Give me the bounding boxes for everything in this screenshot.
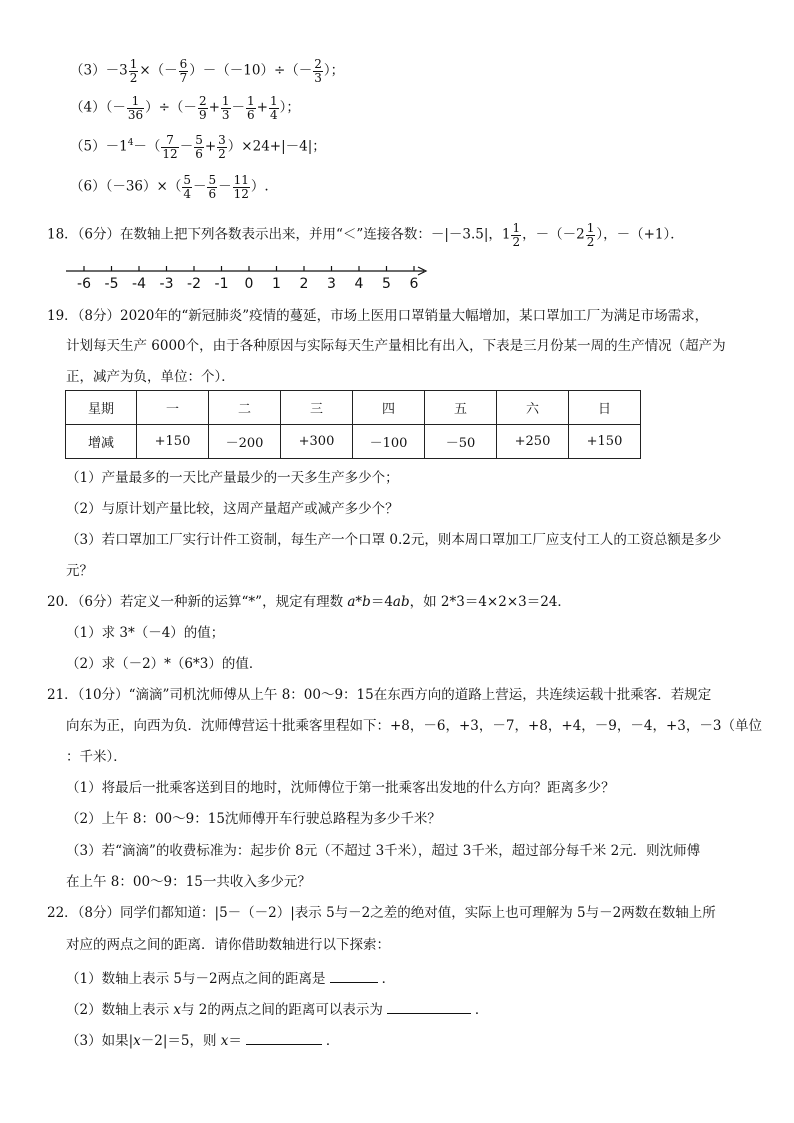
q19-sub2: （2）与原计划产量比较，这周产量超产或减产多少个？ bbox=[66, 501, 399, 517]
q20-sub2: （2）求（－2）*（6*3）的值． bbox=[66, 656, 263, 672]
table-cell: 三 bbox=[281, 391, 353, 425]
q22-line2: 对应的两点之间的距离．请你借助数轴进行以下探索： bbox=[66, 937, 390, 953]
number-line-label: -3 bbox=[159, 276, 174, 292]
table-row bbox=[66, 425, 641, 459]
number-line-label: -5 bbox=[104, 276, 119, 292]
table-cell: +150 bbox=[137, 425, 209, 459]
table-cell: －50 bbox=[425, 425, 497, 459]
table-cell: +150 bbox=[569, 425, 641, 459]
number-line-label: 5 bbox=[382, 276, 391, 292]
table-cell: 六 bbox=[497, 391, 569, 425]
answer-blank-1[interactable] bbox=[330, 970, 378, 983]
q19-sub3: （3）若口罩加工厂实行计件工资制，每生产一个口罩 0.2元，则本周口罩加工厂应支付工人的工资总额是多少 bbox=[66, 532, 722, 548]
table-cell: 四 bbox=[353, 391, 425, 425]
q17-part6: （6）（－36）×（ $\frac{5}{4}$ － $\frac{5}{6}$ － $\frac{11}{12}$ ）. bbox=[70, 173, 269, 201]
q19-line2: 计划每天生产 6000个，由于各种原因与实际每天生产量相比有出入，下表是三月份某一周的生产情况（超产为 bbox=[66, 338, 726, 354]
q20-question: 20．（6分）若定义一种新的运算“*”，规定有理数 a*b＝4ab，如 2*3＝4×2×3＝24． bbox=[47, 594, 571, 610]
table-cell: 日 bbox=[569, 391, 641, 425]
q17-part5: $(5)-1^4-$（ $\frac{7}{12}$ － $\frac{5}{6}$ + $\frac{3}{2}$ ）×24+|－4|； bbox=[70, 133, 326, 161]
number-line bbox=[60, 260, 440, 294]
q21-line2: 向东为正，向西为负．沈师傅营运十批乘客里程如下：+8，－6，+3，－7，+8，+4，－9，－4，+3，－3（单位 bbox=[66, 718, 762, 734]
q17-part4: （4）（－ $\frac{1}{36}$ ）÷（－ $\frac{2}{9}$ + $\frac{1}{3}$ － $\frac{1}{6}$ + $\frac{1}{4}$ ）； bbox=[70, 94, 300, 122]
q22-sub3: （3）如果|x－2|＝5，则 x＝ ． bbox=[66, 1033, 340, 1049]
q21-line3: ：千米）． bbox=[66, 749, 127, 765]
q21-sub2: （2）上午 8：00～9：15沈师傅开车行驶总路程为多少千米？ bbox=[66, 811, 441, 827]
number-line-label: 1 bbox=[272, 276, 281, 292]
table-cell: －200 bbox=[209, 425, 281, 459]
q19-line3: 正，减产为负，单位：个）． bbox=[66, 369, 235, 385]
q21-sub1: （1）将最后一批乘客送到目的地时，沈师傅位于第一批乘客出发地的什么方向？距离多少？ bbox=[66, 780, 615, 796]
q22-sub2: （2）数轴上表示 x与 2的两点之间的距离可以表示为 ． bbox=[66, 1002, 489, 1018]
q20-sub1: （1）求 3*（－4）的值； bbox=[66, 625, 225, 641]
q19-sub1: （1）产量最多的一天比产量最少的一天多生产多少个； bbox=[66, 470, 399, 486]
number-line-label: 2 bbox=[299, 276, 309, 292]
q21-sub3: （3）若“滴滴”的收费标准为：起步价 8元（不超过 3千米），超过 3千米，超过部分每千米 2元．则沈师傅 bbox=[66, 843, 701, 859]
number-line-label: -2 bbox=[187, 276, 201, 292]
q17-part3: （3）－3 $\frac{1}{2}$ ×（－ $\frac{6}{7}$ ）－（－10）÷（－ $\frac{2}{3}$ ）； bbox=[70, 57, 345, 85]
table-cell: +250 bbox=[497, 425, 569, 459]
q22-line1: 22．（8分）同学们都知道：|5－（－2）|表示 5与－2之差的绝对值，实际上也可理解为 5与－2两数在数轴上所 bbox=[47, 905, 716, 921]
q21-sub3-cont: 在上午 8：00～9：15一共收入多少元？ bbox=[66, 874, 311, 890]
q18-question: 18．（6分）在数轴上把下列各数表示出来，并用“＜”连接各数：－|－3.5|，1 $\frac{1}{2}$ ，－（－2 $\frac{1}{2}$ ），－（+1）． bbox=[47, 221, 684, 249]
q19-line1: 19．（8分）2020年的“新冠肺炎”疫情的蔓延，市场上医用口罩销量大幅增加，某口罩加工厂为满足市场需求， bbox=[47, 308, 709, 324]
table-cell: 五 bbox=[425, 391, 497, 425]
answer-blank-3[interactable] bbox=[246, 1032, 322, 1045]
table-cell: 一 bbox=[137, 391, 209, 425]
table-header-row bbox=[66, 391, 641, 425]
table-cell: 增减 bbox=[66, 425, 137, 459]
number-line-label: 3 bbox=[327, 276, 336, 292]
q21-line1: 21．（10分）“滴滴”司机沈师傅从上午 8：00～9：15在东西方向的道路上营运，共连续运载十批乘客．若规定 bbox=[47, 687, 712, 703]
number-line-label: -1 bbox=[214, 276, 229, 292]
answer-blank-2[interactable] bbox=[387, 1001, 471, 1014]
table-cell: +300 bbox=[281, 425, 353, 459]
number-line-label: -6 bbox=[77, 276, 91, 292]
table-cell: 二 bbox=[209, 391, 281, 425]
number-line-label: 6 bbox=[409, 276, 419, 292]
q22-sub1: （1）数轴上表示 5与－2两点之间的距离是 ． bbox=[66, 971, 396, 987]
production-table bbox=[65, 390, 641, 459]
number-line-label: 0 bbox=[244, 276, 254, 292]
table-cell: 星期 bbox=[66, 391, 137, 425]
number-line-label: 4 bbox=[354, 276, 364, 292]
q19-sub3-cont: 元？ bbox=[66, 563, 93, 579]
number-line-label: -4 bbox=[132, 276, 146, 292]
table-cell: －100 bbox=[353, 425, 425, 459]
